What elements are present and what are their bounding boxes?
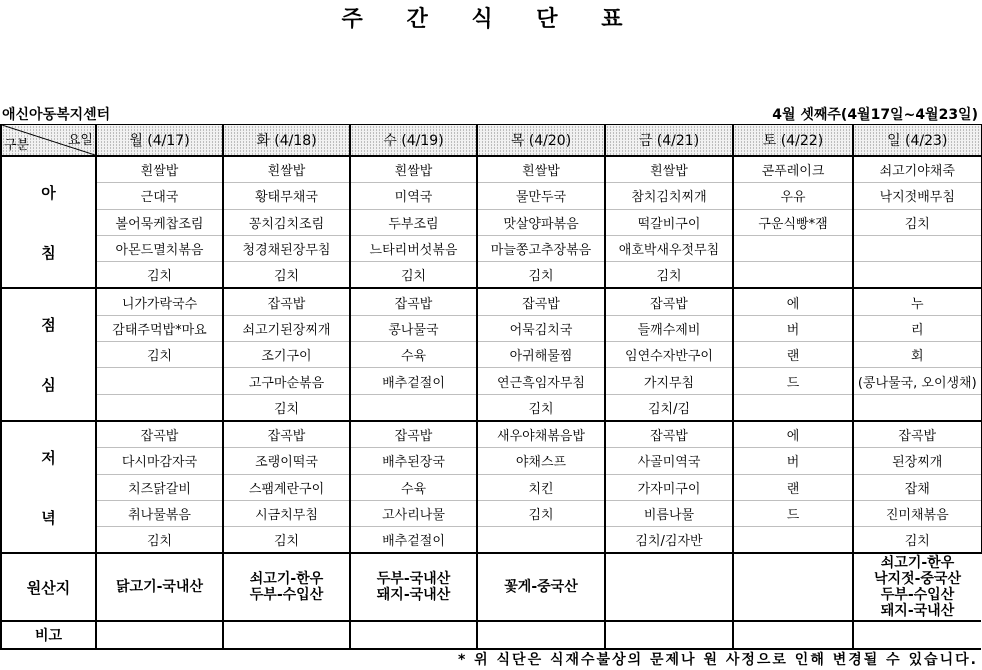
menu-item: 잡곡밥 xyxy=(96,421,223,448)
menu-item: 김치/김자반 xyxy=(605,527,733,554)
menu-item: 김치 xyxy=(223,394,350,421)
menu-item: 마늘쫑고추장볶음 xyxy=(477,235,605,261)
menu-item: 야채스프 xyxy=(477,448,605,474)
menu-item: 사골미역국 xyxy=(605,448,733,474)
menu-item: 랜 xyxy=(733,474,853,500)
remark-cell xyxy=(350,621,477,649)
origin-cell xyxy=(350,553,477,621)
lunch-row xyxy=(1,342,981,368)
menu-item: 스팸계란구이 xyxy=(223,474,350,500)
menu-item: 다시마감자국 xyxy=(96,448,223,474)
menu-item: 에 xyxy=(733,421,853,448)
day-header: 화 (4/18) xyxy=(223,125,350,157)
menu-item: 가자미구이 xyxy=(605,474,733,500)
menu-item: 잡곡밥 xyxy=(350,288,477,315)
origin-cell xyxy=(733,553,853,621)
corner-label-day: 요일 xyxy=(67,133,93,148)
menu-item xyxy=(477,527,605,554)
menu-item: 김치 xyxy=(853,209,981,235)
origin-line: 돼지-국내산 xyxy=(376,587,451,604)
menu-item xyxy=(733,235,853,261)
menu-item: 황태무채국 xyxy=(223,183,350,209)
menu-item: 조랭이떡국 xyxy=(223,448,350,474)
day-header: 토 (4/22) xyxy=(733,125,853,157)
menu-item xyxy=(350,394,477,421)
menu-item: 취나물볶음 xyxy=(96,500,223,526)
menu-item: 애호박새우젓무침 xyxy=(605,235,733,261)
menu-item: 가지무침 xyxy=(605,368,733,394)
menu-item: 랜 xyxy=(733,342,853,368)
breakfast-row xyxy=(1,262,981,289)
meal-label-char: 저 xyxy=(41,448,56,467)
menu-item: 김치 xyxy=(96,527,223,554)
remark-row xyxy=(1,621,981,649)
day-header: 월 (4/17) xyxy=(96,125,223,157)
menu-item: 진미채볶음 xyxy=(853,500,981,526)
menu-item: 시금치무침 xyxy=(223,500,350,526)
breakfast-row xyxy=(1,209,981,235)
center-name: 애신아동복지센터 xyxy=(2,107,111,123)
menu-item: 근대국 xyxy=(96,183,223,209)
dinner-row xyxy=(1,527,981,554)
menu-item xyxy=(853,262,981,289)
meal-label-char: 아 xyxy=(41,183,56,202)
menu-item: 청경채된장무침 xyxy=(223,235,350,261)
menu-item: 콩나물국 xyxy=(350,315,477,341)
origin-line: 두부-국내산 xyxy=(376,571,451,588)
menu-item: 낙지젓배무침 xyxy=(853,183,981,209)
menu-item: 들깨수제비 xyxy=(605,315,733,341)
menu-item: 잡곡밥 xyxy=(350,421,477,448)
week-label: 4월 셋째주(4월17일~4월23일) xyxy=(772,107,978,123)
menu-item: 볼어묵케찹조림 xyxy=(96,209,223,235)
day-header: 금 (4/21) xyxy=(605,125,733,157)
origin-cell xyxy=(223,553,350,621)
menu-item: 김치 xyxy=(350,262,477,289)
menu-item: 드 xyxy=(733,368,853,394)
day-header: 목 (4/20) xyxy=(477,125,605,157)
origin-label: 원산지 xyxy=(1,553,96,621)
menu-item: 물만두국 xyxy=(477,183,605,209)
menu-item: 흰쌀밥 xyxy=(350,156,477,183)
remark-cell xyxy=(605,621,733,649)
breakfast-label xyxy=(1,156,96,288)
menu-item xyxy=(96,394,223,421)
menu-item: 배추겉절이 xyxy=(350,368,477,394)
menu-item: 참치김치찌개 xyxy=(605,183,733,209)
menu-item: 된장찌개 xyxy=(853,448,981,474)
day-header: 수 (4/19) xyxy=(350,125,477,157)
menu-item: 배추겉절이 xyxy=(350,527,477,554)
menu-item: 어묵김치국 xyxy=(477,315,605,341)
menu-item: 흰쌀밥 xyxy=(223,156,350,183)
page-title: 주 간 식 단 표 xyxy=(341,7,641,32)
menu-item: 잡곡밥 xyxy=(223,288,350,315)
menu-body xyxy=(1,156,981,649)
lunch-row xyxy=(1,288,981,315)
origin-line: 낙지젓-중국산 xyxy=(874,571,961,588)
menu-item: 느타리버섯볶음 xyxy=(350,235,477,261)
dinner-label xyxy=(1,421,96,553)
origin-line: 쇠고기-한우 xyxy=(880,555,955,572)
menu-item: 김치 xyxy=(477,500,605,526)
meal-label-char: 심 xyxy=(41,376,56,395)
lunch-row xyxy=(1,368,981,394)
menu-item: 임연수자반구이 xyxy=(605,342,733,368)
origin-line: 돼지-국내산 xyxy=(880,603,955,620)
origin-line: 꽃게-중국산 xyxy=(504,579,578,596)
breakfast-row xyxy=(1,156,981,183)
dinner-row xyxy=(1,448,981,474)
menu-item xyxy=(96,368,223,394)
menu-item: 조기구이 xyxy=(223,342,350,368)
origin-line: 두부-수입산 xyxy=(880,587,955,604)
menu-item: 고사리나물 xyxy=(350,500,477,526)
menu-item: 콘푸레이크 xyxy=(733,156,853,183)
origin-row xyxy=(1,553,981,621)
menu-item: 아몬드멸치볶음 xyxy=(96,235,223,261)
menu-item: 잡곡밥 xyxy=(853,421,981,448)
corner-cell xyxy=(1,125,96,157)
remark-cell xyxy=(733,621,853,649)
menu-item: 김치 xyxy=(223,527,350,554)
menu-item: 흰쌀밥 xyxy=(605,156,733,183)
menu-item: 잡채 xyxy=(853,474,981,500)
footnote: * 위 식단은 식재수불상의 문제나 원 사정으로 인해 변경될 수 있습니다. xyxy=(457,652,978,668)
menu-item: 버 xyxy=(733,315,853,341)
menu-item: 수육 xyxy=(350,474,477,500)
menu-item: 김치 xyxy=(853,527,981,554)
menu-table xyxy=(0,124,982,650)
remark-cell xyxy=(96,621,223,649)
dinner-row xyxy=(1,421,981,448)
menu-item: 김치 xyxy=(223,262,350,289)
menu-item: 에 xyxy=(733,288,853,315)
menu-item: 두부조림 xyxy=(350,209,477,235)
menu-item: 맛살양파볶음 xyxy=(477,209,605,235)
menu-item: 잡곡밥 xyxy=(477,288,605,315)
menu-item: 감태주먹밥*마요 xyxy=(96,315,223,341)
menu-item: 잡곡밥 xyxy=(223,421,350,448)
origin-cell xyxy=(96,553,223,621)
menu-item xyxy=(853,235,981,261)
origin-line: 닭고기-국내산 xyxy=(116,579,203,596)
menu-item: 배추된장국 xyxy=(350,448,477,474)
menu-item: 떡갈비구이 xyxy=(605,209,733,235)
header-row xyxy=(1,125,981,157)
menu-item: 김치 xyxy=(605,262,733,289)
origin-cell xyxy=(477,553,605,621)
menu-item xyxy=(733,394,853,421)
menu-item: 김치/김 xyxy=(605,394,733,421)
menu-item: 회 xyxy=(853,342,981,368)
lunch-label xyxy=(1,288,96,420)
menu-item: 니가가락국수 xyxy=(96,288,223,315)
menu-item: 김치 xyxy=(477,262,605,289)
menu-item: 미역국 xyxy=(350,183,477,209)
lunch-row xyxy=(1,315,981,341)
menu-item xyxy=(733,262,853,289)
remark-cell xyxy=(853,621,981,649)
menu-item: 김치 xyxy=(477,394,605,421)
menu-item: 비름나물 xyxy=(605,500,733,526)
menu-item: 김치 xyxy=(96,342,223,368)
corner-label-category: 구분 xyxy=(4,138,30,153)
menu-item xyxy=(853,394,981,421)
origin-cell xyxy=(853,553,981,621)
menu-item: 리 xyxy=(853,315,981,341)
breakfast-row xyxy=(1,235,981,261)
menu-item: 수육 xyxy=(350,342,477,368)
breakfast-row xyxy=(1,183,981,209)
dinner-row xyxy=(1,474,981,500)
meal-label-char: 침 xyxy=(41,243,56,262)
menu-item: (콩나물국, 오이생채) xyxy=(853,368,981,394)
menu-item: 버 xyxy=(733,448,853,474)
menu-item: 잡곡밥 xyxy=(605,288,733,315)
menu-item: 쇠고기된장찌개 xyxy=(223,315,350,341)
menu-item: 아귀해물찜 xyxy=(477,342,605,368)
dinner-row xyxy=(1,500,981,526)
menu-item: 치킨 xyxy=(477,474,605,500)
menu-item: 우유 xyxy=(733,183,853,209)
remark-cell xyxy=(477,621,605,649)
menu-item: 흰쌀밥 xyxy=(96,156,223,183)
menu-item: 드 xyxy=(733,500,853,526)
menu-item: 쇠고기야채죽 xyxy=(853,156,981,183)
origin-cell xyxy=(605,553,733,621)
menu-item: 흰쌀밥 xyxy=(477,156,605,183)
menu-item: 누 xyxy=(853,288,981,315)
menu-item: 구운식빵*잼 xyxy=(733,209,853,235)
menu-item: 꽁치김치조림 xyxy=(223,209,350,235)
meal-label-char: 점 xyxy=(41,316,56,335)
menu-item: 김치 xyxy=(96,262,223,289)
remark-cell xyxy=(223,621,350,649)
remark-label: 비고 xyxy=(1,621,96,649)
menu-item: 잡곡밥 xyxy=(605,421,733,448)
menu-item: 고구마순볶음 xyxy=(223,368,350,394)
menu-item: 새우야채볶음밥 xyxy=(477,421,605,448)
menu-item xyxy=(733,527,853,554)
origin-line: 쇠고기-한우 xyxy=(249,571,324,588)
origin-line: 두부-수입산 xyxy=(249,587,324,604)
menu-item: 치즈닭갈비 xyxy=(96,474,223,500)
meal-label-char: 녁 xyxy=(41,508,56,527)
menu-item: 연근흑임자무침 xyxy=(477,368,605,394)
lunch-row xyxy=(1,394,981,421)
day-header: 일 (4/23) xyxy=(853,125,981,157)
